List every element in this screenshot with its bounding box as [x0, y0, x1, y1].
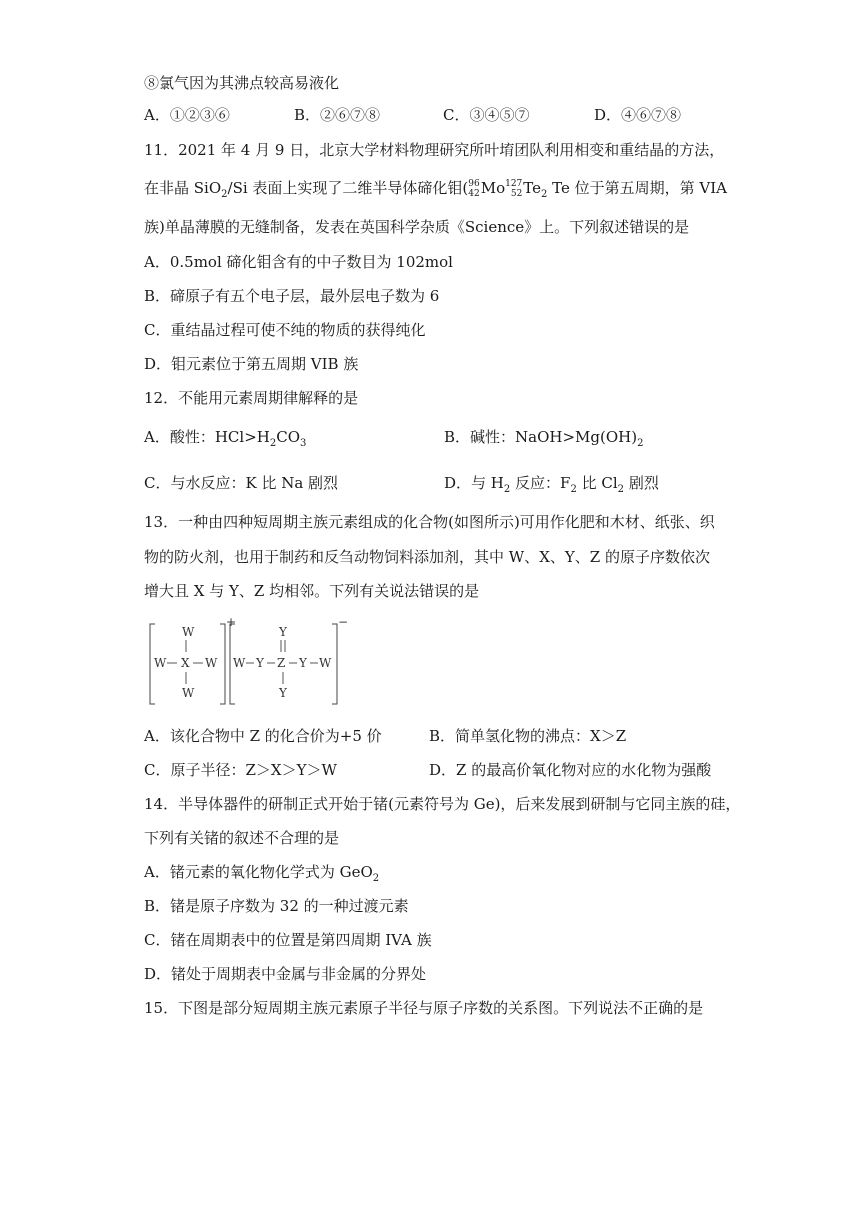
q10-option-b: B．②⑥⑦⑧: [294, 106, 381, 124]
cation-w-right: W: [205, 656, 218, 670]
q10-option-c: C．③④⑤⑦: [443, 106, 530, 124]
q12-option-a: A．酸性：$HCl>H_2CO_3$: [144, 428, 307, 449]
q11-stem-line-1: 11．2021 年 4 月 9 日，北京大学材料物理研究所叶堉团队利用相变和重结晶的方法，: [144, 141, 725, 159]
anion-y-right: Y: [299, 656, 307, 670]
q13-option-b: B．简单氢化物的沸点：X＞Z: [429, 727, 627, 745]
q15-stem: 15．下图是部分短周期主族元素原子半径与原子序数的关系图。下列说法不正确的是: [144, 999, 704, 1017]
te-nuclide-numbers: 127 52: [505, 179, 523, 199]
q14-option-c: C．锗在周期表中的位置是第四周期 IVA 族: [144, 931, 432, 949]
q12-stem: 12．不能用元素周期律解释的是: [144, 389, 359, 407]
q13-stem-line-2: 物的防火剂，也用于制药和反刍动物饲料添加剂，其中 W、X、Y、Z 的原子序数依次: [144, 548, 710, 566]
compound-structure-figure: [146, 615, 349, 708]
cation-w-top: W: [182, 625, 195, 639]
q14-stem-line-1: 14．半导体器件的研制正式开始于锗(元素符号为 Ge)，后来发展到研制与它同主族的硅，: [144, 795, 741, 813]
q12-option-c: C．与水反应：K 比 Na 剧烈: [144, 474, 339, 492]
q11-stem-line-3: 族)单晶薄膜的无缝制备，发表在英国科学杂质《Science》上。下列叙述错误的是: [144, 218, 690, 236]
q14-option-d: D．锗处于周期表中金属与非金属的分界处: [144, 965, 427, 983]
anion-y-left: Y: [256, 656, 264, 670]
cation-charge: +: [226, 615, 237, 629]
q13-option-c: C．原子半径：Z＞X＞Y＞W: [144, 761, 337, 779]
q12-option-d: D．与 $H_2$ 反应：$F_2$ 比 $Cl_2$ 剧烈: [444, 474, 659, 495]
anion-charge: −: [338, 615, 349, 629]
anion-z-center: Z: [277, 656, 286, 670]
anion-w-left: W: [233, 656, 246, 670]
q13-option-d: D．Z 的最高价氧化物对应的水化物为强酸: [429, 761, 712, 779]
q14-stem-line-2: 下列有关锗的叙述不合理的是: [144, 829, 340, 847]
q10-option-a: A．①②③⑥: [144, 106, 230, 124]
anion-bracket-right: [332, 624, 337, 704]
mo-symbol: Mo: [480, 179, 506, 197]
q14-option-a: A．锗元素的氧化物化学式为 GeO$_2$: [144, 863, 380, 884]
q14-option-b: B．锗是原子序数为 32 的一种过渡元素: [144, 897, 409, 915]
q13-option-a: A．该化合物中 Z 的化合价为+5 价: [144, 727, 382, 745]
q11-option-a: A．0.5mol 碲化钼含有的中子数目为 102mol: [144, 253, 453, 271]
anion-w-right: W: [319, 656, 332, 670]
q12-option-b: B．碱性：$NaOH>Mg(OH)_2$: [444, 428, 644, 449]
q10-option-d: D．④⑥⑦⑧: [594, 106, 682, 124]
q11-option-b: B．碲原子有五个电子层，最外层电子数为 6: [144, 287, 440, 305]
cation-w-left: W: [154, 656, 167, 670]
anion-y-bottom: Y: [279, 686, 287, 700]
q13-stem-line-1: 13．一种由四种短周期主族元素组成的化合物(如图所示)可用作化肥和木材、纸张、织: [144, 513, 715, 531]
q11-option-c: C．重结晶过程可使不纯的物质的获得纯化: [144, 321, 426, 339]
cation-w-bottom: W: [182, 686, 195, 700]
anion-y-top: Y: [279, 625, 287, 639]
q11-option-d: D．钼元素位于第五周期 VIB 族: [144, 355, 359, 373]
q13-stem-line-3: 增大且 X 与 Y、Z 均相邻。下列有关说法错误的是: [144, 582, 480, 600]
te-symbol: Te: [523, 179, 542, 197]
compound-structure-svg: [146, 615, 349, 708]
cation-bracket-right: [220, 624, 225, 704]
mo-nuclide-numbers: 96 42: [468, 179, 480, 199]
q10-item-8: ⑧氯气因为其沸点较高易液化: [144, 74, 340, 92]
cation-x-center: X: [181, 656, 190, 670]
q11-stem-line-2: 在非晶 SiO$_2$/Si 表面上实现了二维半导体碲化钼( 96 42 Mo 127 52 $Te_2$ Te 位于第五周期，第 VIA: [144, 179, 728, 200]
